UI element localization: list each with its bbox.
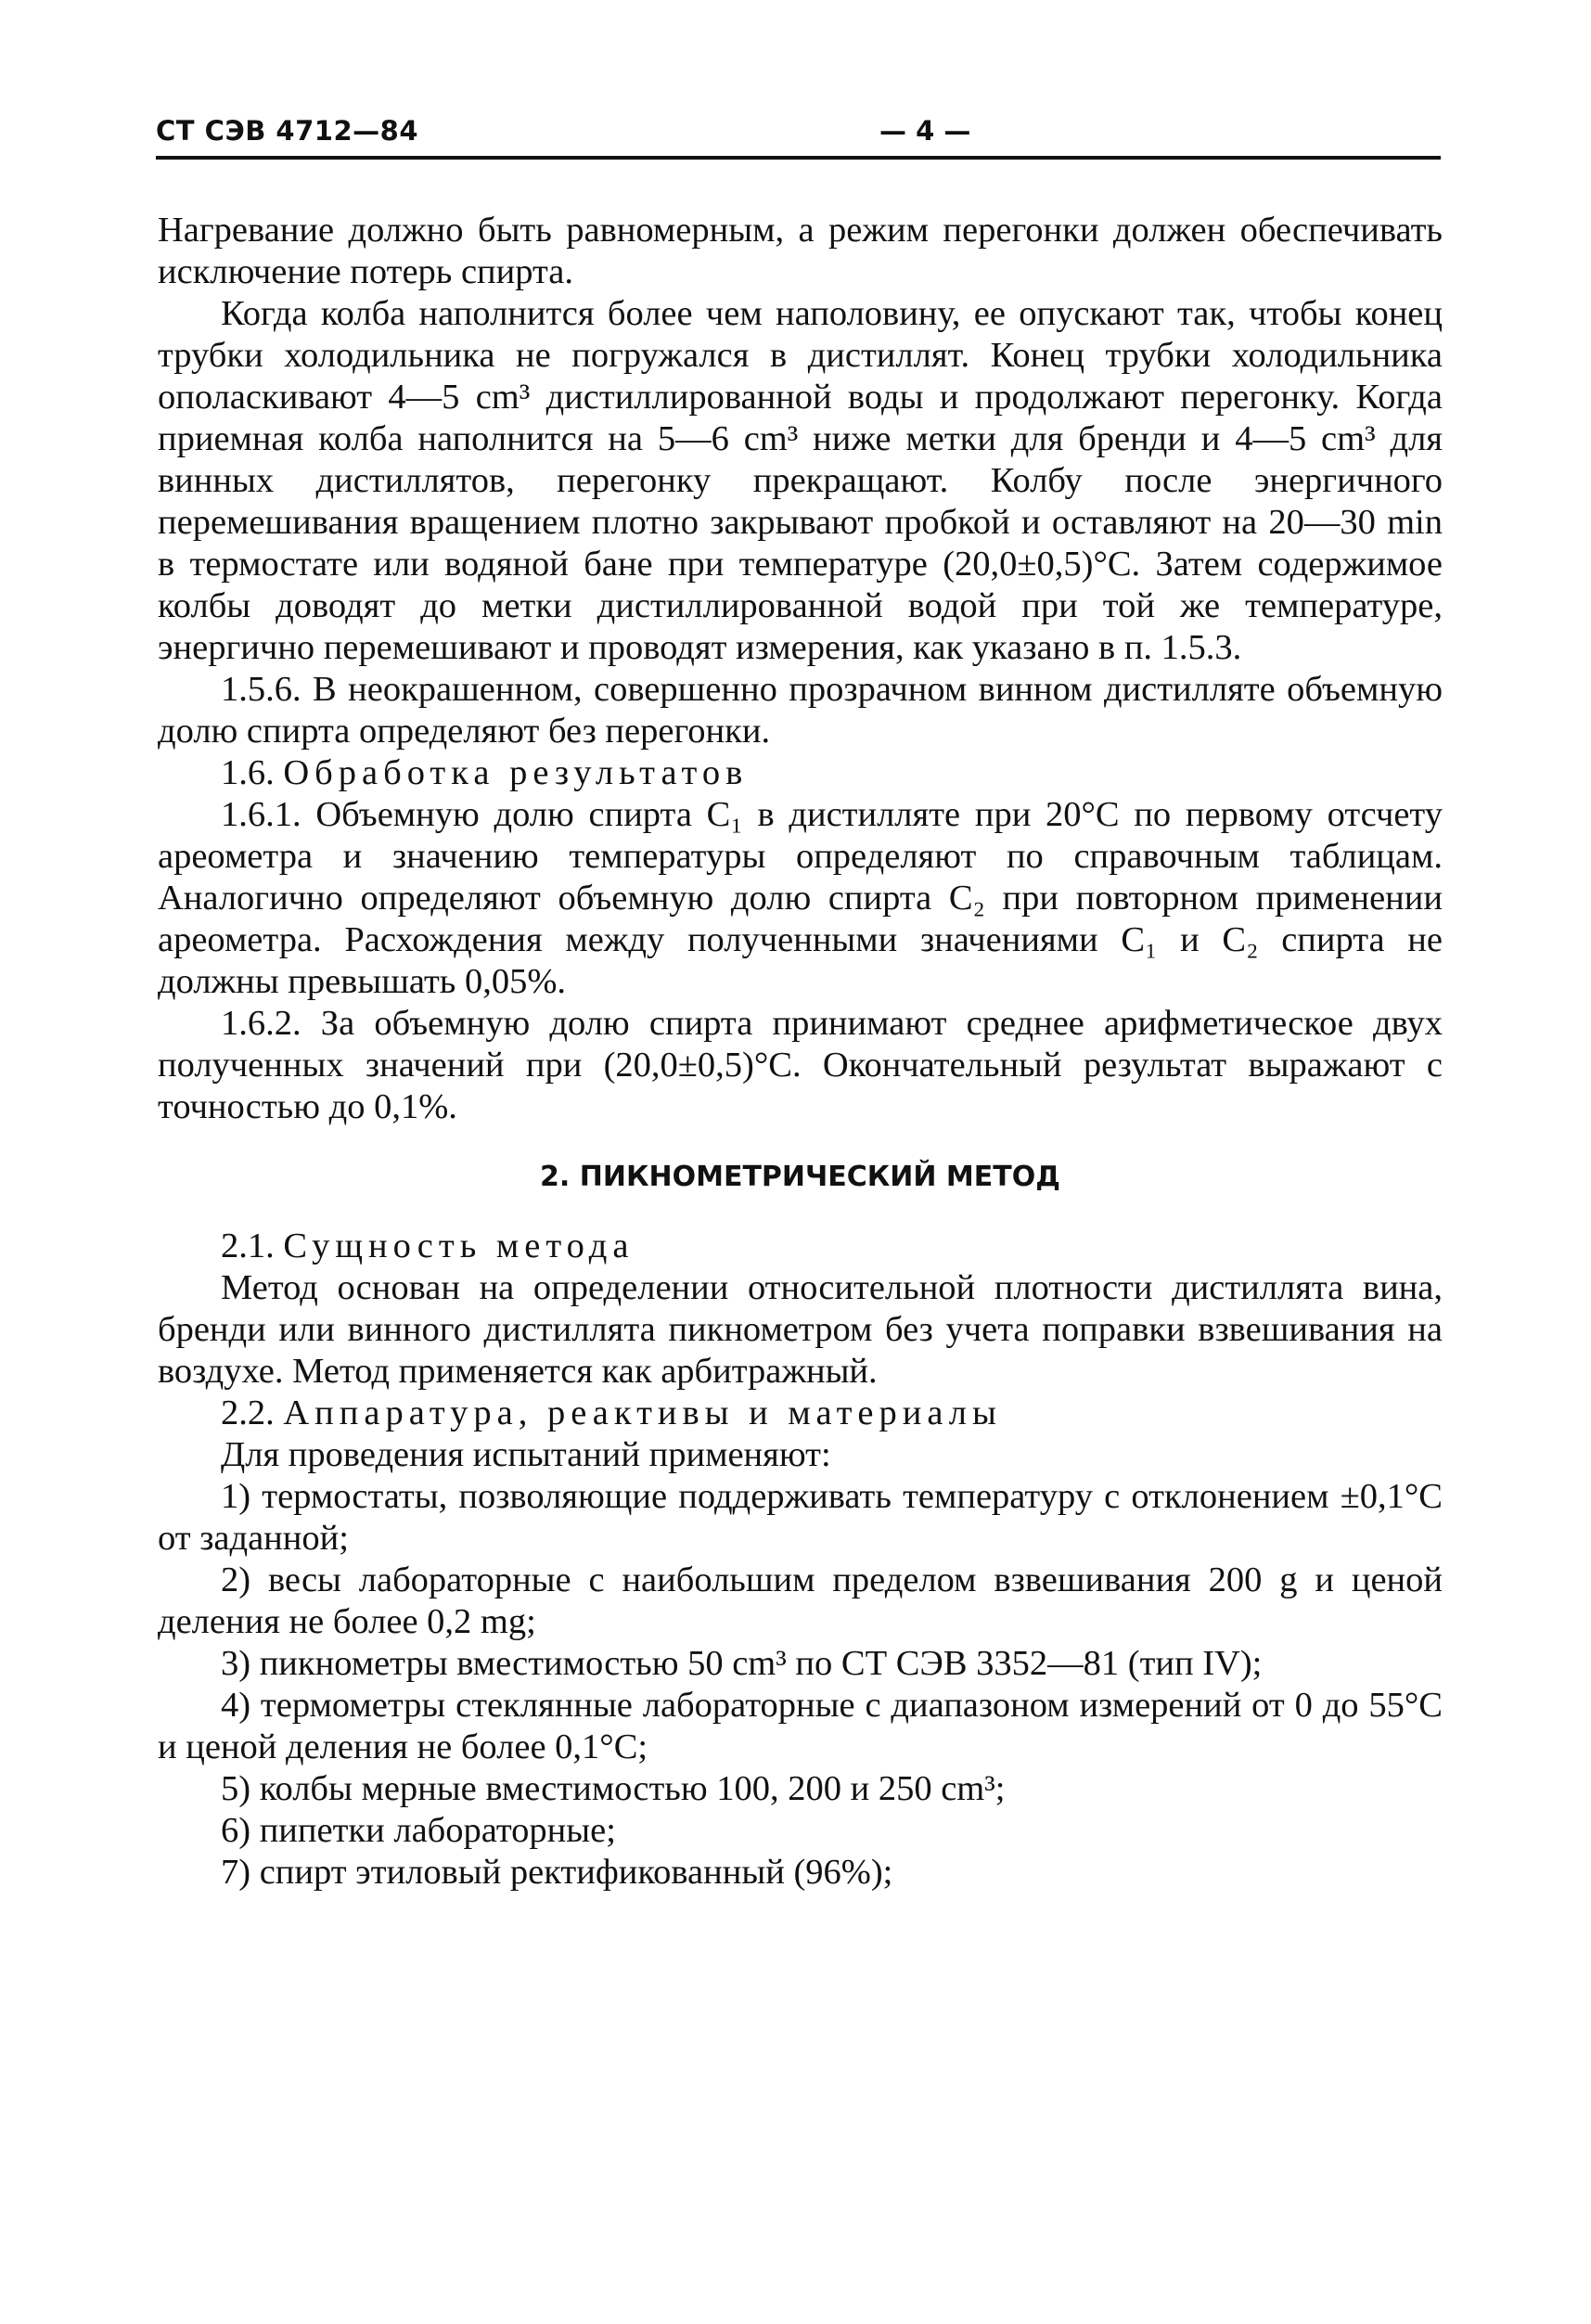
subsection-heading-2-1 [158, 1226, 1443, 1267]
list-item: 3) пикнометры вместимостью 50 cm³ по СТ СЭВ 3352—81 (тип IV); [221, 1644, 1263, 1683]
list-item: 2) весы лабораторные с наибольшим пределом взвешивания 200 g и ценой деления не более 0,2 mg; [158, 1560, 1443, 1641]
heading-number: 2.1. [221, 1226, 275, 1265]
paragraph: Нагревание должно быть равномерным, а режим перегонки должен обеспечивать исключение потерь спирта. [158, 211, 1443, 291]
standard-code: СТ СЭВ 4712—84 [156, 115, 418, 147]
heading-text: Аппаратура, реактивы и материалы [283, 1393, 1002, 1432]
paragraph: Для проведения испытаний применяют: [221, 1435, 831, 1474]
document-body [158, 210, 1443, 1894]
list-item: 1) термостаты, позволяющие поддерживать температуру с отклонением ±0,1°С от заданной; [158, 1477, 1443, 1558]
paragraph: 1.5.6. В неокрашенном, совершенно прозрачном винном дистилляте объемную долю спирта определяют без перегонки. [158, 670, 1443, 751]
paragraph: 1.6.1. Объемную долю спирта C₁ в дистилляте при 20°С по первому отсчету ареометра и значению температуры определяют по справочным таблицам. Аналогично определяют объемную долю спирта C₂ при повторном применении ареометра. Расхождения между полученными значениями C₁ и C₂ спирта не должны превышать 0,05%. [158, 795, 1443, 1001]
paragraph: 1.6.2. За объемную долю спирта принимают среднее арифметическое двух полученных значений при (20,0±0,5)°С. Окончательный результат выражают с точностью до 0,1%. [158, 1004, 1443, 1126]
subsection-heading-2-2 [158, 1393, 1443, 1434]
paragraph: Когда колба наполнится более чем наполовину, ее опускают так, чтобы конец трубки холодильника не погружался в дистиллят. Конец трубки холодильника ополаскивают 4—5 cm³ дистиллированной воды и продолжают перегонку. Когда приемная колба наполнится на 5—6 cm³ ниже метки для бренди и 4—5 cm³ для винных дистиллятов, перегонку прекращают. Колбу после энергичного перемешивания вращением плотно закрывают пробкой и оставляют на 20—30 min в термостате или водяной бане при температуре (20,0±0,5)°С. Затем содержимое колбы доводят до метки дистиллированной водой при той же температуре, энергично перемешивают и проводят измерения, как указано в п. 1.5.3. [158, 294, 1443, 667]
heading-text: Сущность метода [283, 1226, 635, 1265]
subsection-heading-1-6 [158, 752, 1443, 794]
list-item: 4) термометры стеклянные лабораторные с диапазоном измерений от 0 до 55°С и ценой деления не более 0,1°С; [158, 1686, 1443, 1766]
heading-number: 2.2. [221, 1393, 275, 1432]
list-item: 6) пипетки лабораторные; [221, 1811, 616, 1850]
heading-number: 1.6. [221, 753, 275, 792]
page-number: — 4 — [879, 115, 971, 147]
section-title: 2. ПИКНОМЕТРИЧЕСКИЙ МЕТОД [540, 1161, 1060, 1193]
header-rule [156, 156, 1441, 160]
list-item: 7) спирт этиловый ректификованный (96%); [221, 1853, 893, 1892]
heading-text: Обработка результатов [283, 753, 749, 792]
list-item: 5) колбы мерные вместимостью 100, 200 и 250 cm³; [221, 1769, 1006, 1808]
paragraph: Метод основан на определении относительной плотности дистиллята вина, бренди или винного дистиллята пикнометром без учета поправки взвешивания на воздухе. Метод применяется как арбитражный. [158, 1268, 1443, 1391]
page-header [156, 111, 1441, 156]
